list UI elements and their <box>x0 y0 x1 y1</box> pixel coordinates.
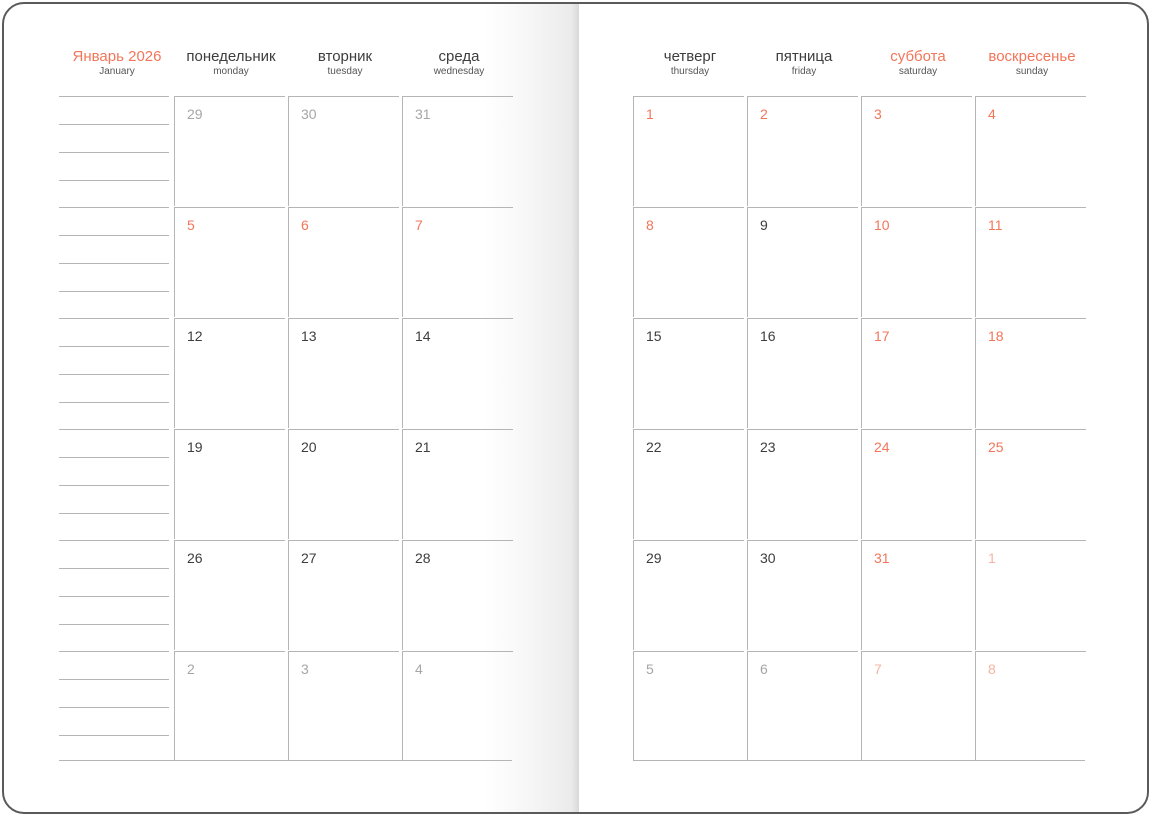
day-cell[interactable] <box>975 96 1086 206</box>
day-number: 18 <box>988 328 1004 344</box>
day-number: 8 <box>988 661 996 677</box>
day-cell[interactable] <box>975 540 1086 650</box>
day-number: 30 <box>301 106 317 122</box>
bottom-rule-left <box>59 760 512 761</box>
note-line <box>59 207 169 208</box>
note-line <box>59 263 169 264</box>
day-number: 30 <box>760 550 776 566</box>
day-name-en: saturday <box>898 66 938 77</box>
day-name-en: tuesday <box>327 66 363 77</box>
day-name-ru: среда <box>438 48 480 65</box>
day-cell[interactable] <box>975 429 1086 539</box>
week-notes[interactable] <box>59 651 169 761</box>
month-subtitle: January <box>99 66 135 77</box>
day-name-ru: вторник <box>317 48 373 65</box>
day-number: 7 <box>874 661 882 677</box>
day-number: 8 <box>646 217 654 233</box>
day-cell[interactable] <box>174 318 285 428</box>
day-number: 20 <box>301 439 317 455</box>
day-number: 28 <box>415 550 431 566</box>
day-cell[interactable] <box>861 429 972 539</box>
header-tuesday <box>288 49 402 77</box>
day-number: 2 <box>187 661 195 677</box>
day-number: 21 <box>415 439 431 455</box>
day-cell[interactable] <box>288 318 399 428</box>
day-number: 19 <box>187 439 203 455</box>
day-name-en: thursday <box>670 66 710 77</box>
day-number: 9 <box>760 217 768 233</box>
day-cell[interactable] <box>402 429 513 539</box>
note-line <box>59 457 169 458</box>
header-monday <box>174 49 288 77</box>
day-name-ru: воскресенье <box>988 48 1076 65</box>
day-cell[interactable] <box>402 96 513 206</box>
day-number: 25 <box>988 439 1004 455</box>
day-cell[interactable] <box>288 540 399 650</box>
day-number: 4 <box>988 106 996 122</box>
day-number: 6 <box>760 661 768 677</box>
day-number: 10 <box>874 217 890 233</box>
day-number: 23 <box>760 439 776 455</box>
week-notes[interactable] <box>59 318 169 428</box>
day-cell[interactable] <box>174 651 285 761</box>
note-line <box>59 679 169 680</box>
month-title: Январь 2026 <box>72 48 162 65</box>
day-name-ru: понедельник <box>186 48 276 65</box>
day-cell[interactable] <box>633 651 744 761</box>
day-number: 13 <box>301 328 317 344</box>
day-cell[interactable] <box>861 540 972 650</box>
day-cell[interactable] <box>975 318 1086 428</box>
note-line <box>59 596 169 597</box>
header-friday <box>747 49 861 77</box>
day-number: 2 <box>760 106 768 122</box>
day-number: 24 <box>874 439 890 455</box>
day-number: 3 <box>874 106 882 122</box>
week-notes[interactable] <box>59 207 169 317</box>
day-number: 3 <box>301 661 309 677</box>
day-name-ru: пятница <box>775 48 833 65</box>
note-line <box>59 318 169 319</box>
day-cell[interactable] <box>861 96 972 206</box>
note-line <box>59 651 169 652</box>
day-number: 16 <box>760 328 776 344</box>
day-cell[interactable] <box>747 96 858 206</box>
day-number: 5 <box>646 661 654 677</box>
note-line <box>59 374 169 375</box>
day-name-ru: суббота <box>890 48 946 65</box>
note-line <box>59 152 169 153</box>
note-line <box>59 180 169 181</box>
day-number: 17 <box>874 328 890 344</box>
day-cell[interactable] <box>288 429 399 539</box>
header-saturday <box>861 49 975 77</box>
note-line <box>59 624 169 625</box>
day-cell[interactable] <box>174 207 285 317</box>
note-line <box>59 513 169 514</box>
day-number: 22 <box>646 439 662 455</box>
day-number: 1 <box>646 106 654 122</box>
day-number: 5 <box>187 217 195 233</box>
day-cell[interactable] <box>288 207 399 317</box>
day-number: 31 <box>415 106 431 122</box>
header-sunday <box>975 49 1089 77</box>
day-cell[interactable] <box>174 96 285 206</box>
note-line <box>59 540 169 541</box>
day-name-ru: четверг <box>663 48 717 65</box>
note-line <box>59 402 169 403</box>
day-cell[interactable] <box>747 540 858 650</box>
day-number: 4 <box>415 661 423 677</box>
day-cell[interactable] <box>861 651 972 761</box>
note-line <box>59 707 169 708</box>
note-line <box>59 96 169 97</box>
day-number: 29 <box>646 550 662 566</box>
day-cell[interactable] <box>174 429 285 539</box>
day-cell[interactable] <box>861 207 972 317</box>
note-line <box>59 235 169 236</box>
day-name-en: sunday <box>1015 66 1049 77</box>
day-number: 11 <box>988 217 1003 233</box>
note-line <box>59 124 169 125</box>
day-number: 26 <box>187 550 203 566</box>
day-cell[interactable] <box>288 651 399 761</box>
day-cell[interactable] <box>747 429 858 539</box>
header-thursday <box>633 49 747 77</box>
day-cell[interactable] <box>402 540 513 650</box>
day-cell[interactable] <box>402 207 513 317</box>
day-number: 27 <box>301 550 317 566</box>
day-cell[interactable] <box>402 651 513 761</box>
day-cell[interactable] <box>633 207 744 317</box>
day-number: 6 <box>301 217 309 233</box>
day-number: 1 <box>988 550 996 566</box>
month-header <box>59 49 175 77</box>
day-name-en: monday <box>213 66 249 77</box>
day-cell[interactable] <box>975 207 1086 317</box>
week-notes[interactable] <box>59 540 169 650</box>
day-cell[interactable] <box>633 96 744 206</box>
day-cell[interactable] <box>633 429 744 539</box>
day-cell[interactable] <box>288 96 399 206</box>
day-cell[interactable] <box>861 318 972 428</box>
day-number: 14 <box>415 328 431 344</box>
week-notes[interactable] <box>59 96 169 206</box>
week-notes[interactable] <box>59 429 169 539</box>
day-cell[interactable] <box>633 318 744 428</box>
note-line <box>59 429 169 430</box>
day-cell[interactable] <box>174 540 285 650</box>
day-cell[interactable] <box>747 318 858 428</box>
note-line <box>59 568 169 569</box>
day-name-en: friday <box>791 66 817 77</box>
header-wednesday <box>402 49 516 77</box>
day-cell[interactable] <box>633 540 744 650</box>
day-number: 12 <box>187 328 203 344</box>
day-number: 15 <box>646 328 662 344</box>
note-line <box>59 346 169 347</box>
bottom-rule-right <box>633 760 1085 761</box>
day-number: 7 <box>415 217 423 233</box>
day-cell[interactable] <box>747 207 858 317</box>
day-cell[interactable] <box>975 651 1086 761</box>
day-cell[interactable] <box>402 318 513 428</box>
day-cell[interactable] <box>747 651 858 761</box>
note-line <box>59 291 169 292</box>
note-line <box>59 485 169 486</box>
day-number: 29 <box>187 106 203 122</box>
day-name-en: wednesday <box>433 66 485 77</box>
day-number: 31 <box>874 550 890 566</box>
note-line <box>59 735 169 736</box>
